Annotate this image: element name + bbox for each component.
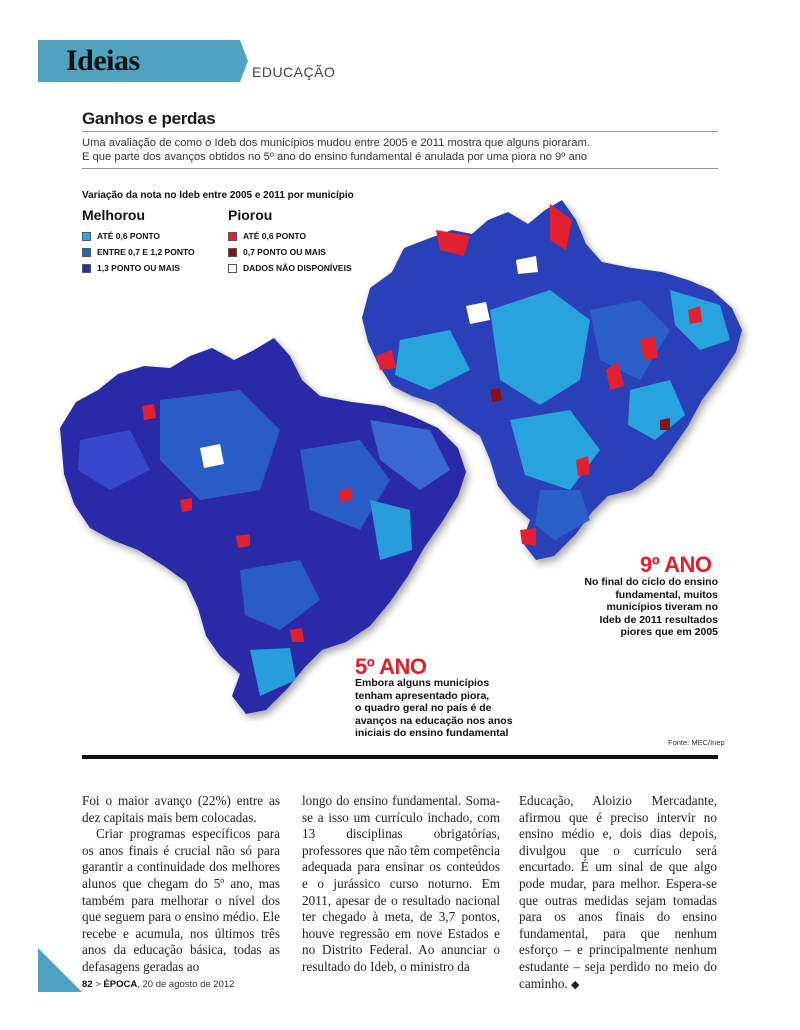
caption-line: tenham apresentado piora,	[355, 689, 490, 702]
legend-item	[228, 228, 352, 244]
body-text: Educação, Aloizio Mercadante, afirmou que é preciso intervir no ensino médio e, dois dias depois, divulgou que o currículo será encurtado. É um sinal de que algo pode mudar, para melhor. Espera-se que outras medidas sejam tomadas para os anos finais do ensino fundamental, para que nenhum esforço – e principalmente nenhum estudante – seja perdido no meio do caminho.	[519, 793, 717, 991]
source-credit: Fonte: MEC/Inep	[668, 738, 725, 747]
caption-line: No final do ciclo do ensino	[584, 576, 718, 588]
legend-item	[82, 228, 195, 244]
legend-worsened	[228, 207, 352, 276]
legend-worsened-heading: Piorou	[228, 207, 273, 223]
legend-label: DADOS NÃO DISPONÍVEIS	[243, 263, 352, 273]
page-footer: 82 > ÉPOCA, 20 de agosto de 2012	[82, 979, 235, 990]
label-9-ano: 9º ANO	[640, 552, 712, 577]
article-headline: Ganhos e perdas	[82, 109, 216, 128]
end-mark-icon: ◆	[571, 978, 580, 991]
legend-item	[228, 260, 352, 276]
legend-label: ATÉ 0,6 PONTO	[243, 231, 306, 241]
legend-swatch	[228, 248, 237, 257]
article-deck	[82, 136, 722, 164]
graphic-bottom-rule	[82, 755, 718, 759]
body-column-3	[519, 793, 717, 993]
page-number: 82	[82, 979, 93, 990]
magazine-name: ÉPOCA	[103, 979, 138, 990]
deck-line-2: E que parte dos avanços obtidos no 5º ano do ensino fundamental é anulada por uma piora no 9º ano	[82, 151, 588, 163]
legend-item	[228, 244, 352, 260]
legend-title: Variação da nota no Ideb entre 2005 e 2011 por município	[82, 190, 354, 201]
legend-label: ATÉ 0,6 PONTO	[97, 231, 160, 241]
legend-item	[82, 244, 195, 260]
legend-improved	[82, 207, 195, 276]
caption-line: fundamental, muitos	[615, 588, 718, 601]
caption-line: iniciais do ensino fundamental	[355, 727, 509, 739]
body-paragraph: Criar programas específicos para os anos finais é crucial não só para garantir a continuidade dos melhores alunos que chegam do 5º ano, mas também para melhorar o nível dos que seguem para o ensino médio. Ele recebe e acumula, nos últimos três anos da educação básica, todas as defasagens geradas ao	[82, 826, 280, 974]
body-column-2	[302, 793, 500, 976]
legend-label: 0,7 PONTO OU MAIS	[243, 247, 326, 257]
body-column-1	[82, 793, 280, 976]
caption-line: Embora alguns municípios	[355, 677, 490, 689]
caption-line: piores que em 2005	[620, 626, 718, 638]
legend-swatch	[82, 232, 91, 241]
legend-swatch	[82, 248, 91, 257]
issue-date: 20 de agosto de 2012	[142, 979, 235, 990]
legend-improved-heading: Melhorou	[82, 207, 145, 223]
legend-swatch	[82, 264, 91, 273]
headline-rule	[82, 131, 718, 132]
legend-swatch	[228, 232, 237, 241]
map-5-no-data	[200, 444, 224, 468]
body-paragraph: longo do ensino fundamental. Soma-se a isso um currículo inchado, com 13 disciplinas obrigatórias, professores que não têm competência adequada para ensinar os conteúdos e o jurássico curso noturno. Em 2011, apesar de o resultado nacional ter chegado à meta, de 3,7 pontos, houve regressão em nove Estados e no Distrito Federal. Ao anunciar o resultado do Ideb, o ministro da	[302, 793, 500, 974]
caption-line: o quadro geral no país é de	[355, 702, 492, 714]
legend-swatch	[228, 264, 237, 273]
legend-label: ENTRE 0,7 E 1,2 PONTO	[97, 247, 195, 257]
legend-item	[82, 260, 195, 276]
caption-line: Ideb de 2011 resultados	[599, 613, 718, 626]
caption-5-ano	[355, 677, 513, 740]
label-5-ano: 5º ANO	[355, 654, 427, 679]
body-paragraph	[519, 793, 717, 993]
caption-line: avanços na educação nos anos	[355, 714, 513, 727]
footer-separator: >	[95, 979, 101, 990]
caption-9-ano	[584, 576, 718, 639]
caption-line: municípios tiveram no	[606, 601, 718, 613]
section-name: Ideias	[66, 44, 140, 77]
deck-rule	[82, 168, 718, 169]
subsection-label: EDUCAÇÃO	[252, 64, 336, 80]
section-tab	[38, 38, 240, 84]
deck-line-1: Uma avaliação de como o Ideb dos municípios mudou entre 2005 e 2011 mostra que alguns pioraram.	[82, 137, 590, 149]
legend-label: 1,3 PONTO OU MAIS	[97, 263, 180, 273]
body-paragraph: Foi o maior avanço (22%) entre as dez capitais mais bem colocadas.	[82, 793, 280, 825]
corner-triangle	[38, 948, 82, 992]
